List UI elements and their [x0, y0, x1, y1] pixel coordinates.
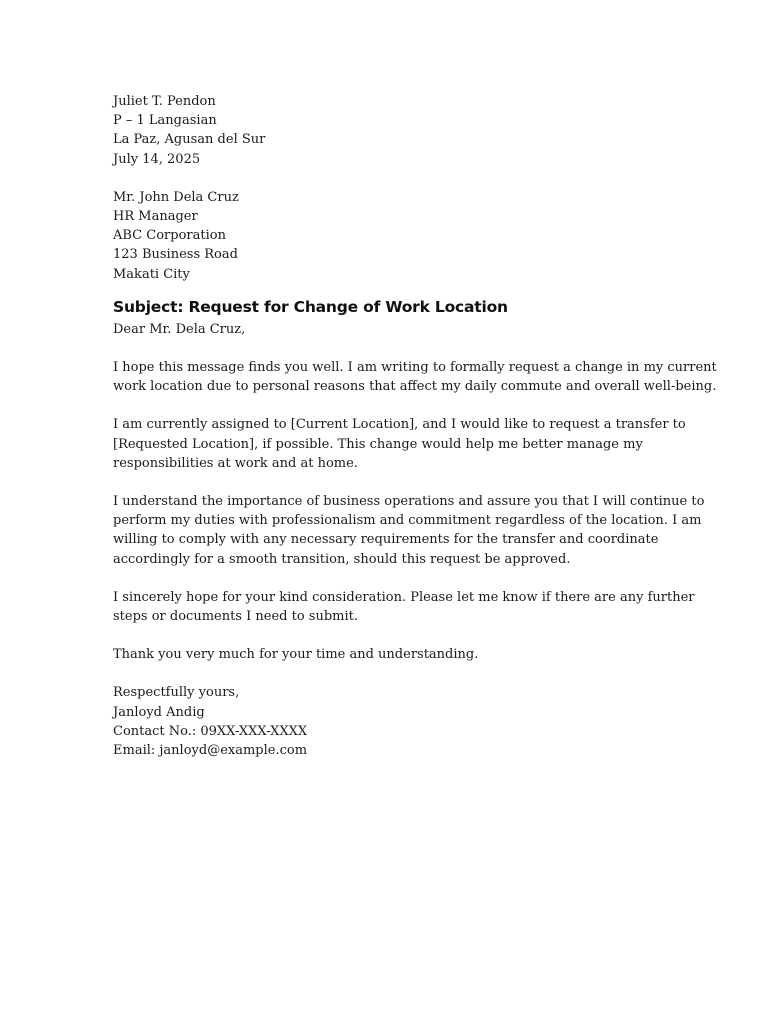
paragraph-2 — [113, 415, 686, 473]
recipient-name: Mr. John Dela Cruz — [113, 189, 239, 205]
sender-address-line2: La Paz, Agusan del Sur — [113, 132, 266, 148]
salutation: Dear Mr. Dela Cruz, — [113, 321, 246, 337]
paragraph-line: Thank you very much for your time and understanding. — [113, 647, 479, 663]
letter-body — [113, 92, 717, 760]
paragraph-5 — [113, 645, 673, 664]
recipient-city: Makati City — [113, 266, 190, 282]
recipient-company: ABC Corporation — [113, 228, 226, 244]
paragraph-1 — [113, 358, 717, 396]
paragraph-4 — [113, 588, 695, 626]
paragraph-line: I am currently assigned to [Current Location], and I would like to request a transfer to — [113, 417, 686, 433]
sender-address-line1: P – 1 Langasian — [113, 113, 217, 129]
sender-block — [113, 92, 673, 169]
valediction: Respectfully yours, — [113, 685, 240, 701]
paragraph-line: accordingly for a smooth transition, should this request be approved. — [113, 551, 571, 567]
paragraph-line: I understand the importance of business operations and assure you that I will continue to — [113, 494, 705, 510]
closing-block — [113, 683, 673, 760]
subject-heading: Subject: Request for Change of Work Location — [113, 297, 508, 316]
paragraph-line: I hope this message finds you well. I am writing to formally request a change in my current — [113, 360, 717, 376]
paragraph-line: I sincerely hope for your kind consideration. Please let me know if there are any further — [113, 589, 695, 605]
paragraph-3 — [113, 492, 705, 569]
recipient-title: HR Manager — [113, 209, 198, 225]
recipient-block — [113, 188, 673, 284]
paragraph-line: work location due to personal reasons that affect my daily commute and overall well-being. — [113, 379, 717, 395]
paragraph-line: steps or documents I need to submit. — [113, 609, 358, 625]
contact-number: Contact No.: 09XX-XXX-XXXX — [113, 723, 308, 739]
paragraph-line: perform my duties with professionalism and commitment regardless of the location. I am — [113, 513, 702, 529]
paragraph-line: responsibilities at work and at home. — [113, 455, 358, 471]
sender-name: Juliet T. Pendon — [113, 94, 216, 109]
letter-date: July 14, 2025 — [113, 151, 201, 167]
signer-name: Janloyd Andig — [113, 704, 205, 720]
paragraph-line: [Requested Location], if possible. This change would help me better manage my — [113, 436, 643, 452]
recipient-street: 123 Business Road — [113, 247, 238, 263]
email-address: Email: janloyd@example.com — [113, 743, 308, 759]
paragraph-line: willing to comply with any necessary requirements for the transfer and coordinate — [113, 532, 659, 548]
